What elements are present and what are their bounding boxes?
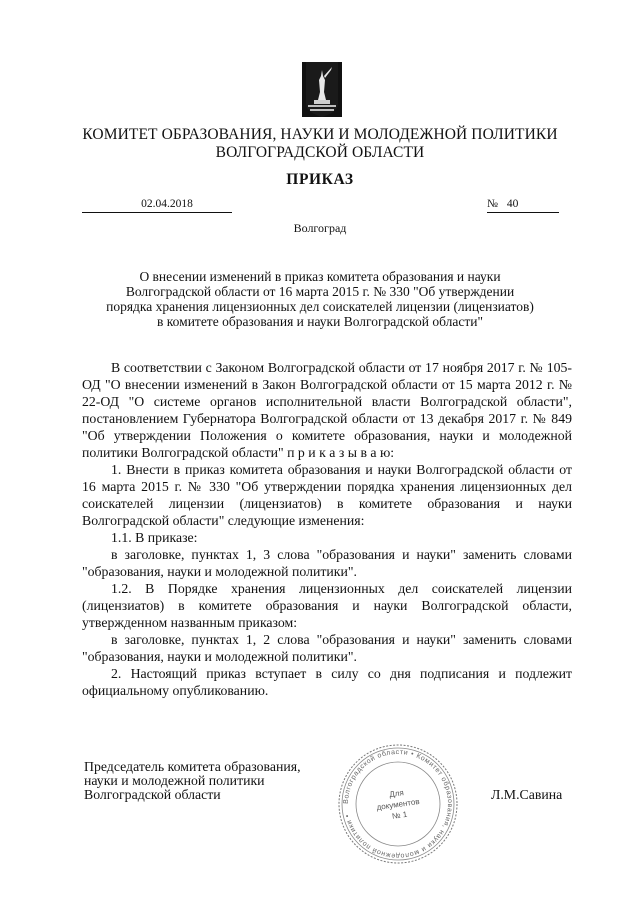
subject-line4: в комитете образования и науки Волгоградской области" <box>157 314 483 329</box>
item-2-paragraph: 2. Настоящий приказ вступает в силу со дня подписания и подлежит официальному опубликованию. <box>82 666 572 698</box>
official-stamp <box>336 742 460 866</box>
subject-line1: О внесении изменений в приказ комитета образования и науки <box>139 269 501 284</box>
signer-position-line3: Волгоградской области <box>84 787 221 802</box>
order-number: 40 <box>506 198 519 210</box>
subject-line3: порядка хранения лицензионных дел соискателей лицензии (лицензиатов) <box>106 299 534 314</box>
signer-position-line2: науки и молодежной политики <box>84 773 265 788</box>
organization-name-line1: КОМИТЕТ ОБРАЗОВАНИЯ, НАУКИ И МОЛОДЕЖНОЙ ПОЛИТИКИ <box>82 126 558 143</box>
preamble-paragraph: В соответствии с Законом Волгоградской области от 17 ноября 2017 г. № 105-ОД "О внесении изменений в Закон Волгоградской области от 15 марта 2012 г. № 22-ОД "О системе органов исполнительной власти Волгоградской области", постановлением Губернатора Волгоградской области от 13 декабря 2017 г. № 849 "Об утверждении Положения о комитете образования, науки и молодежной политики Волгоградской области" п р и к а з ы в а ю: <box>82 360 572 460</box>
item-1-paragraph: 1. Внести в приказ комитета образования и науки Волгоградской области от 16 марта 2015 г. № 330 "Об утверждении порядка хранения лицензионных дел соискателей лицензии (лицензиатов) в комитете образования и науки Волгоградской области" следующие изменения: <box>82 462 572 528</box>
item-1-2-text: в заголовке, пунктах 1, 2 слова "образования и науки" заменить словами "образования, науки и молодежной политики". <box>82 632 572 664</box>
signer-name: Л.М.Савина <box>491 787 563 802</box>
subject-line2: Волгоградской области от 16 марта 2015 г. № 330 "Об утверждении <box>125 284 515 299</box>
order-number-prefix: № <box>487 198 498 210</box>
document-type-title: ПРИКАЗ <box>286 171 354 188</box>
item-1-1-text: в заголовке, пунктах 1, 3 слова "образования и науки" заменить словами "образования, науки и молодежной политики". <box>82 547 572 579</box>
coat-of-arms-emblem <box>302 62 342 117</box>
stamp-center-line2: документов <box>376 797 421 812</box>
order-number-field <box>487 198 559 213</box>
city-name: Волгоград <box>293 221 347 235</box>
order-date: 02.04.2018 <box>141 198 193 210</box>
order-date-field <box>82 198 232 213</box>
stamp-center-line1: Для <box>388 788 405 800</box>
stamp-ring-text: Волгоградской области • Комитет образования, науки и молодежной политики • <box>342 748 454 860</box>
item-1-1-heading: 1.1. В приказе: <box>111 530 198 545</box>
item-1-2-paragraph: 1.2. В Порядке хранения лицензионных дел соискателей лицензии (лицензиатов) в комитете образования и науки Волгоградской области, утвержденном названным приказом: <box>82 581 572 630</box>
stamp-center-line3: № 1 <box>391 809 408 821</box>
organization-name-line2: ВОЛГОГРАДСКОЙ ОБЛАСТИ <box>215 144 425 161</box>
signer-position-line1: Председатель комитета образования, <box>84 759 301 774</box>
order-body <box>82 359 572 699</box>
